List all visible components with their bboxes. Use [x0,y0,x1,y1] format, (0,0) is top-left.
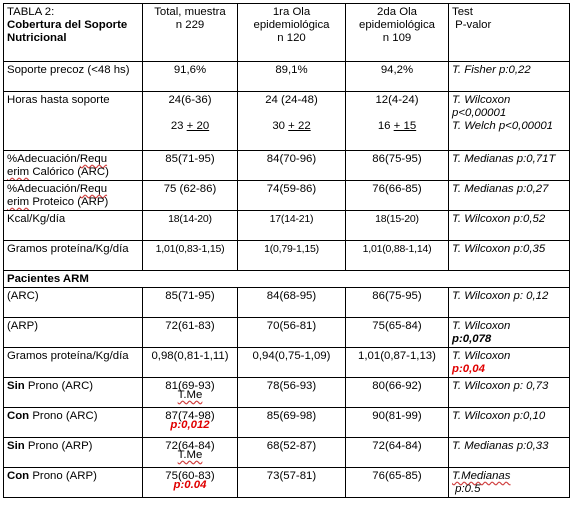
cell-ola2: 76(66-85) [346,181,449,211]
test-wilcoxon: T. Wilcoxon p<0,00001 [452,94,511,119]
pvalue-significant: p:0,04 [452,363,485,375]
cell-ola2: 80(66-92) [346,378,449,408]
cell-ola1: 73(57-81) [238,468,346,498]
header-total-n: n 229 [175,19,205,31]
cell-test: T. Wilcoxon p: 0,12 [449,288,570,318]
table-number: TABLA 2: [7,6,55,18]
row-label: Soporte precoz (<48 hs) [4,62,143,92]
header-ola2-sub: epidemiológica [359,19,435,31]
table-row [4,151,570,181]
cell-total: 85(71-95) [143,288,238,318]
ola2-mean: 16 + 15 [377,120,417,132]
header-test [449,4,570,62]
pvalue-highlight: p:0,078 [452,333,492,345]
header-test-label: Test [452,6,473,18]
section-heading-arm: Pacientes ARM [4,271,570,288]
cell-ola1: 1(0,79-1,15) [238,241,346,271]
cell-total: 85(71-95) [143,151,238,181]
cell-total: 75(60-83) p:0.04 [143,468,238,498]
cell-ola1: 74(59-86) [238,181,346,211]
row-label: Horas hasta soporte [4,92,143,151]
cell-test [449,92,570,151]
table-row [4,408,570,438]
section-row [4,271,570,288]
cell-total [143,92,238,151]
cell-ola1: 68(52-87) [238,438,346,468]
header-ola2-n: n 109 [382,32,412,44]
row-label: Sin Prono (ARC) [4,378,143,408]
row-label: Sin Prono (ARP) [4,438,143,468]
header-ola1-label: 1ra Ola [272,6,311,18]
cell-ola1: 78(56-93) [238,378,346,408]
cell-test: T. Wilcoxon p:0,52 [449,211,570,241]
header-ola2 [346,4,449,62]
pvalue-significant: p:0,012 [170,419,210,431]
table-row [4,211,570,241]
header-ola1-sub: epidemiológica [253,19,330,31]
row-label: %Adecuación/Requ erim Calórico (ARC) [4,151,143,181]
cell-ola2: 76(65-85) [346,468,449,498]
table-row [4,181,570,211]
total-mean: 23 + 20 [170,120,210,132]
cell-total: 81(69-93) T.Me [143,378,238,408]
cell-test: T. Medianas p:0,33 [449,438,570,468]
cell-ola2 [346,92,449,151]
header-row [4,4,570,62]
cell-ola2: 94,2% [346,62,449,92]
test-welch: T. Welch p<0,00001 [452,120,554,132]
cell-ola2: 90(81-99) [346,408,449,438]
cell-test: T. Wilcoxon p:0,04 [449,348,570,378]
header-ola2-label: 2da Ola [377,6,417,18]
total-median: 24(6-36) [168,94,212,106]
nutritional-support-table [3,3,570,498]
header-total-label: Total, muestra [154,6,226,18]
cell-ola1: 84(70-96) [238,151,346,181]
row-label: Kcal/Kg/día [4,211,143,241]
table-row [4,438,570,468]
table-row [4,62,570,92]
cell-ola1: 0,94(0,75-1,09) [238,348,346,378]
header-ola1 [238,4,346,62]
cell-total: 72(61-83) [143,318,238,348]
cell-ola2: 75(65-84) [346,318,449,348]
cell-total: 87(74-98) p:0,012 [143,408,238,438]
row-label: Gramos proteína/Kg/día [4,348,143,378]
row-label: Con Prono (ARC) [4,408,143,438]
table-row [4,241,570,271]
cell-ola2: 86(75-95) [346,288,449,318]
cell-ola1 [238,92,346,151]
table-row [4,318,570,348]
cell-ola1: 17(14-21) [238,211,346,241]
cell-ola2: 1,01(0,88-1,14) [346,241,449,271]
cell-test: T. Fisher p:0,22 [449,62,570,92]
table-row [4,348,570,378]
cell-total: 18(14-20) [143,211,238,241]
row-label: (ARP) [4,318,143,348]
cell-ola1: 89,1% [238,62,346,92]
cell-test: T. Wilcoxon p:0,078 [449,318,570,348]
cell-ola2: 18(15-20) [346,211,449,241]
cell-ola1: 70(56-81) [238,318,346,348]
cell-test: T. Wilcoxon p: 0,73 [449,378,570,408]
cell-ola2: 86(75-95) [346,151,449,181]
header-pvalue-label: P-valor [452,19,492,31]
row-label: Con Prono (ARP) [4,468,143,498]
cell-test: T.Medianas p:0.5 [449,468,570,498]
table-row [4,92,570,151]
table-row [4,468,570,498]
ola2-median: 12(4-24) [375,94,419,106]
header-ola1-n: n 120 [277,32,306,44]
table-row [4,288,570,318]
row-label: (ARC) [4,288,143,318]
cell-total: 72(64-84) T.Me [143,438,238,468]
pvalue-significant: p:0.04 [173,479,207,491]
cell-total: 75 (62-86) [143,181,238,211]
cell-test: T. Medianas p:0,71T [449,151,570,181]
ola1-mean: 30 + 22 [272,120,311,132]
cell-ola1: 84(68-95) [238,288,346,318]
row-label: Gramos proteína/Kg/día [4,241,143,271]
cell-test: T. Wilcoxon p:0,35 [449,241,570,271]
cell-total: 0,98(0,81-1,11) [143,348,238,378]
cell-total: 1,01(0,83-1,15) [143,241,238,271]
cell-test: T. Wilcoxon p:0,10 [449,408,570,438]
cell-ola2: 72(64-84) [346,438,449,468]
header-title-cell [4,4,143,62]
header-total [143,4,238,62]
cell-test: T. Medianas p:0,27 [449,181,570,211]
cell-ola1: 85(69-98) [238,408,346,438]
cell-total: 91,6% [143,62,238,92]
cell-ola2: 1,01(0,87-1,13) [346,348,449,378]
table-title: Cobertura del Soporte Nutricional [7,19,128,44]
row-label: %Adecuación/Requ erim Proteico (ARP) [4,181,143,211]
ola1-median: 24 (24-48) [265,94,318,106]
table-row [4,378,570,408]
